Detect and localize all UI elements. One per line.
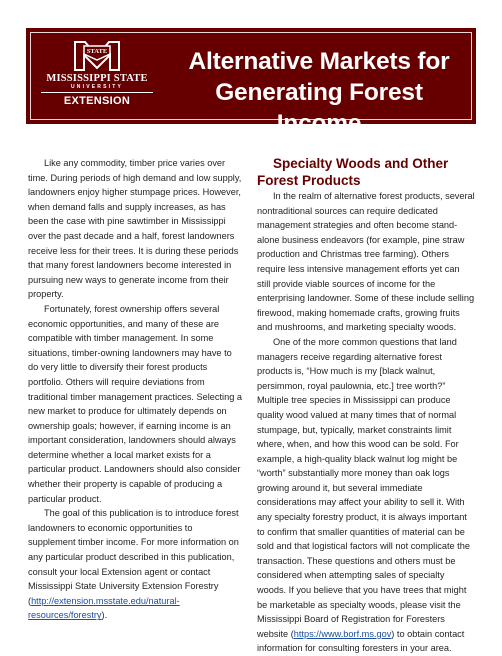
logo-university-word: UNIVERSITY	[70, 84, 123, 90]
intro-paragraph-1: Like any commodity, timber price varies over time. During periods of high demand and low supply, landowners enjoy higher stumpage prices. However, when demand falls and supply increases, as has been the case with pine sawtimber in Mississippi over the past decade and a half, forest landowners receive less for their trees. It is during these periods that many forest landowners become interested in pursuing new ways to generate income from their property.	[28, 158, 242, 300]
specialty-paragraph-2	[257, 335, 475, 656]
intro-paragraph-3	[28, 506, 242, 623]
title-line-1: Alternative Markets for	[188, 48, 450, 75]
intro-paragraph-2: Fortunately, forest ownership offers several economic opportunities, and many of these are compatible with timber management. In some situations, timber-owning landowners may have to do very little to diversify their forest products portfolio. Others will require deviations from traditional timber management practices. Selecting a new market to produce for ultimately depends on ownership goals; however, if earning income is an important consideration, landowners should always determine whether a local market exists for a particular product. Landowners should also consider whether their property is capable of producing a particular product.	[28, 303, 242, 504]
logo-university-name: MISSISSIPPI STATE	[46, 73, 148, 84]
specialty-paragraph-2-text: One of the more common questions that land managers receive regarding alternative forest products is, “How much is my [black walnut, persimmon, royal paulownia, etc.] tree worth?” Multiple tree species in Mississippi can produce quality wood valued at many times that of normal stumpage, but, typically, market constraints limit where, when, and how this wood can be sold. For example, a high-quality black walnut log might be “worth” substantially more money than oak logs growing around it, but several immediate considerations may affect your ability to sell it. With any specialty forestry product, it is always important to confirm that smaller quantities of material can be sold and that logistical factors will not complicate the transaction. These questions and others must be considered when attempting sales of specialty woods. If you believe that you have trees that might be marketable as specialty woods, please visit the Mississippi Board of Registration for Foresters website (	[257, 336, 470, 639]
section-heading-specialty-woods: Specialty Woods and Other Forest Products	[257, 156, 449, 188]
specialty-paragraph-1: In the realm of alternative forest products, several nontraditional sources can require dedicated management strategies and often become stand-alone business endeavors (for example, pine straw production and Christmas tree farming). Others require less intensive management efforts yet can still provide viable sources of income for the enterprising landowner. Some of these include selling firewood, making homemade crafts, growing fruits and mushrooms, and marketing specialty woods.	[257, 191, 475, 333]
left-column	[28, 156, 242, 623]
title-line-2: Generating Forest Income	[215, 79, 423, 137]
msu-logo-icon	[72, 36, 122, 72]
intro-paragraph-3-end: ).	[101, 610, 108, 621]
right-column	[257, 156, 475, 656]
logo-divider	[41, 92, 153, 93]
intro-paragraph-3-text: The goal of this publication is to introduce forest landowners to economic opportunities to supplement timber income. For more information on any particular product described in this publication, consult your local Extension agent or contact Mississippi State University Extension Forestry (	[28, 508, 239, 606]
logo-extension: EXTENSION	[63, 95, 131, 107]
extension-forestry-link[interactable]: http://extension.msstate.edu/natural-resources/forestry	[28, 595, 180, 621]
logo-seal-text: STATE	[86, 48, 108, 55]
document-title	[176, 46, 462, 139]
msu-extension-logo	[34, 36, 160, 114]
header-banner	[26, 28, 476, 137]
specialty-paragraph-2-end: ) to obtain contact information for consulting foresters in your area.	[257, 628, 465, 654]
borf-website-link[interactable]: https://www.borf.ms.gov	[293, 628, 392, 639]
